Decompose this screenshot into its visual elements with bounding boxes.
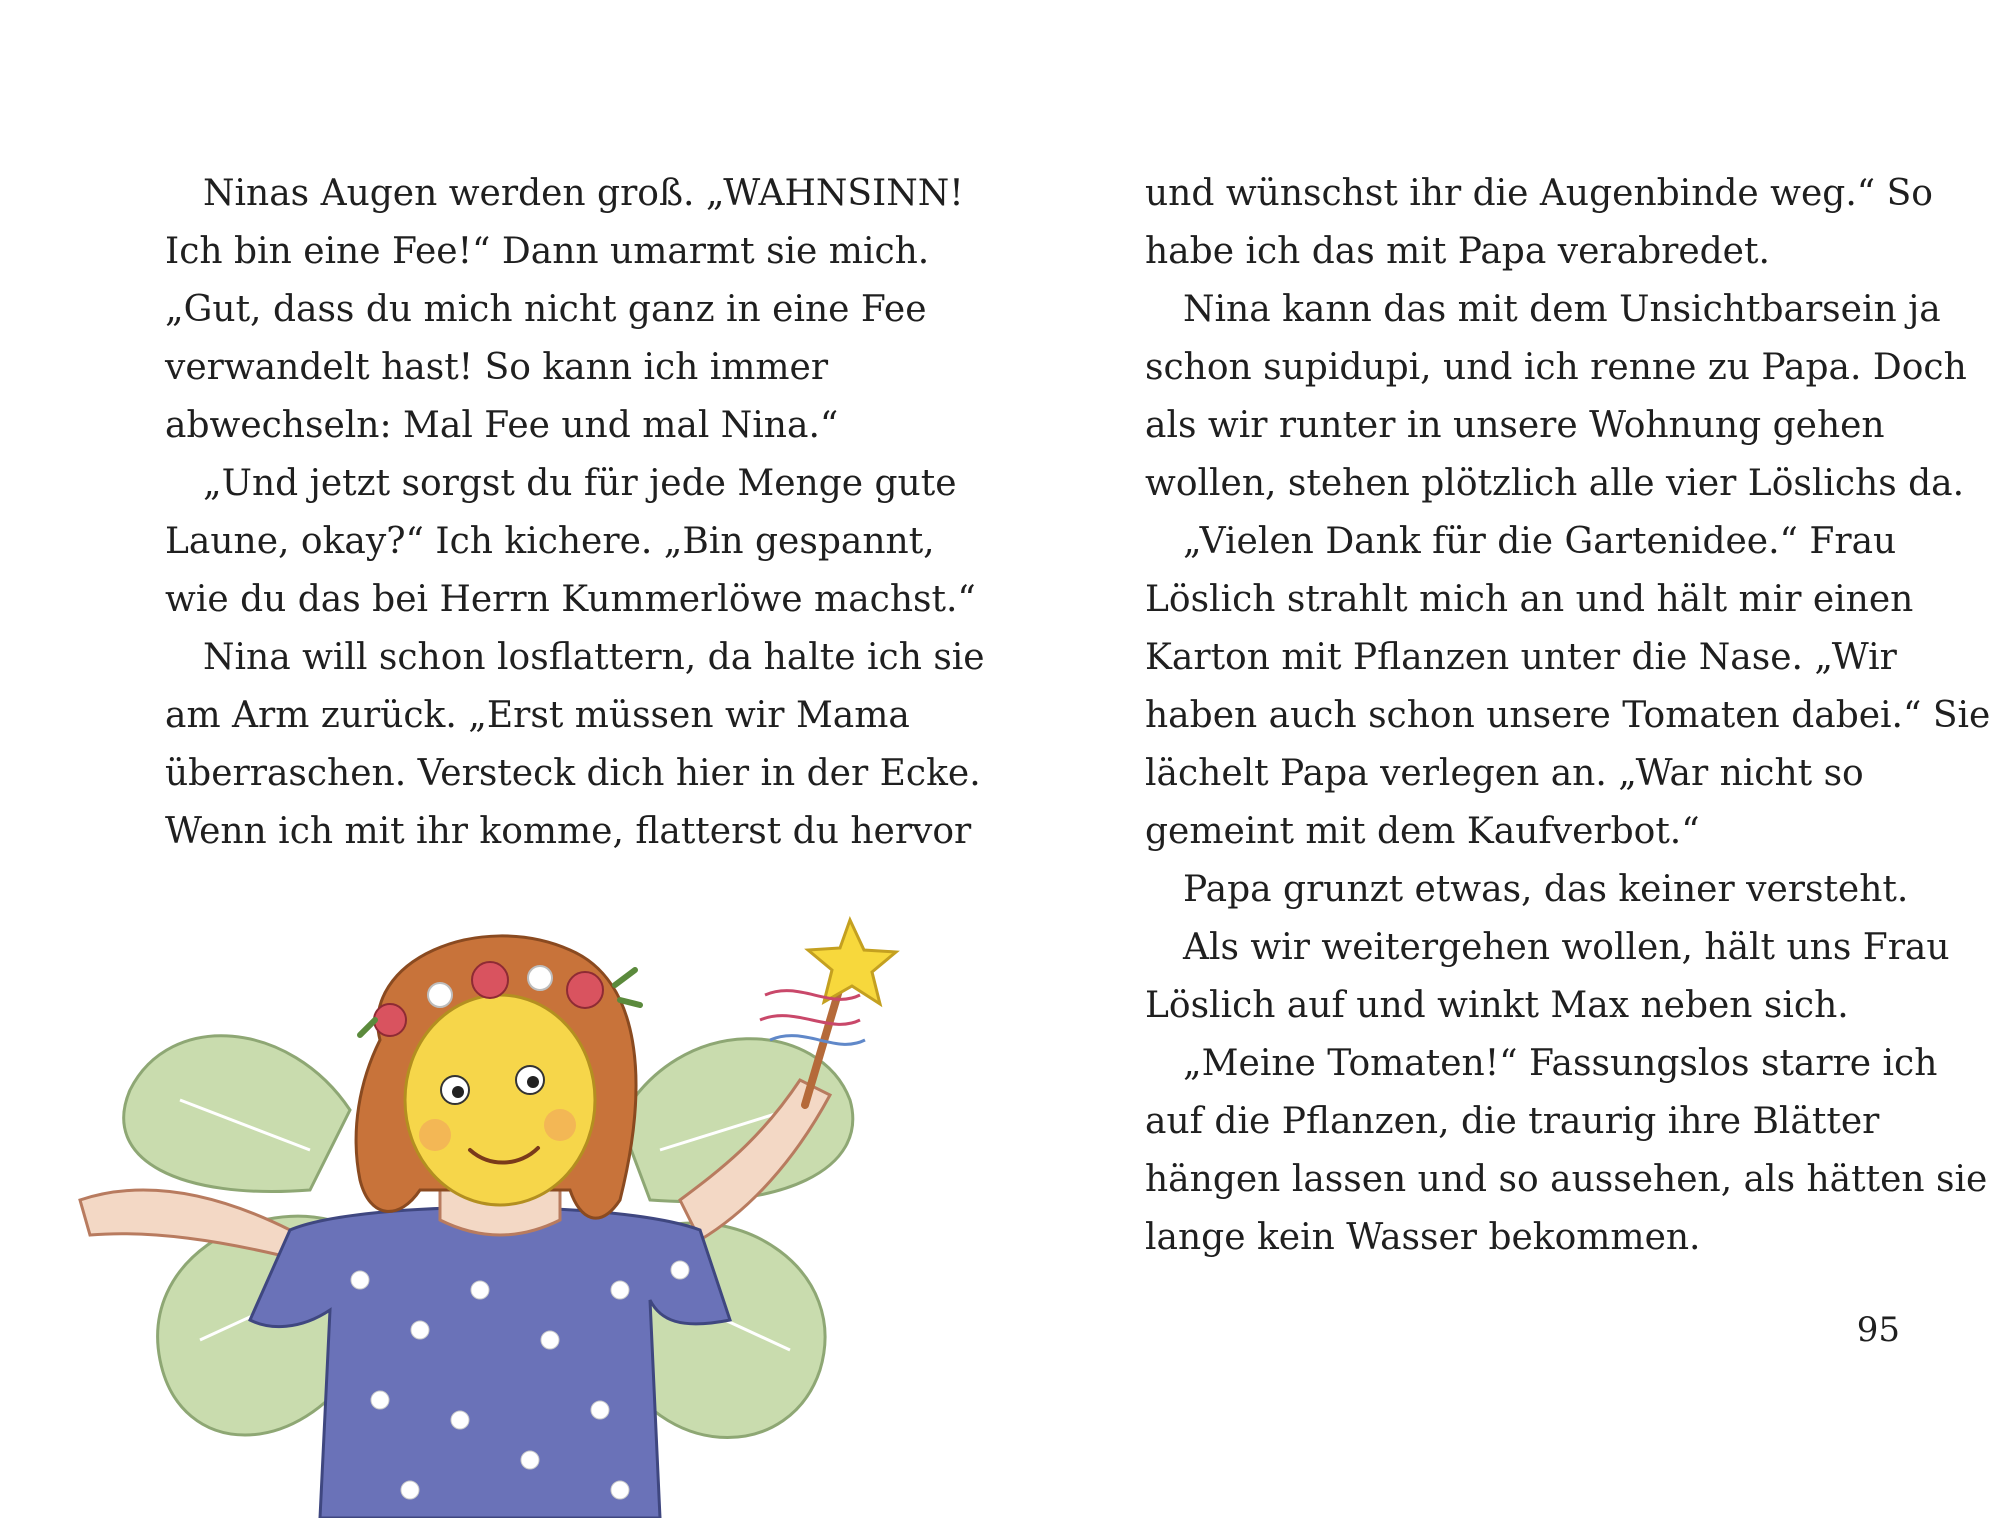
text-line: auf die Pflanzen, die traurig ihre Blätter	[1145, 1101, 1880, 1142]
text-line: lächelt Papa verlegen an. „War nicht so	[1145, 753, 1864, 794]
text-line: am Arm zurück. „Erst müssen wir Mama	[165, 695, 910, 736]
right-text-column	[1145, 165, 1991, 1267]
text-line: Nina will schon losflattern, da halte ich sie	[203, 637, 985, 678]
fairy-face	[405, 995, 595, 1205]
text-line: haben auch schon unsere Tomaten dabei.“ Sie	[1145, 695, 1991, 736]
text-line: Löslich strahlt mich an und hält mir einen	[1145, 579, 1914, 620]
text-line: hängen lassen und so aussehen, als hätten sie	[1145, 1159, 1988, 1200]
text-line: Nina kann das mit dem Unsichtbarsein ja	[1183, 289, 1941, 330]
text-line: Ich bin eine Fee!“ Dann umarmt sie mich.	[165, 231, 930, 272]
text-line: Papa grunzt etwas, das keiner versteht.	[1183, 869, 1909, 910]
text-line: Laune, okay?“ Ich kichere. „Bin gespannt,	[165, 521, 935, 562]
text-line: „Vielen Dank für die Gartenidee.“ Frau	[1183, 521, 1897, 562]
page-number: 95	[1856, 1310, 1900, 1350]
text-line: wie du das bei Herrn Kummerlöwe machst.“	[165, 579, 976, 620]
fairy-illustration	[60, 900, 940, 1518]
text-line: Wenn ich mit ihr komme, flatterst du hervor	[165, 811, 972, 852]
text-line: lange kein Wasser bekommen.	[1145, 1217, 1701, 1258]
text-line: „Gut, dass du mich nicht ganz in eine Fee	[165, 289, 927, 330]
text-line: überraschen. Versteck dich hier in der Ecke.	[165, 753, 981, 794]
text-line: schon supidupi, und ich renne zu Papa. Doch	[1145, 347, 1967, 388]
text-line: „Meine Tomaten!“ Fassungslos starre ich	[1183, 1043, 1938, 1084]
text-line: und wünschst ihr die Augenbinde weg.“ So	[1145, 173, 1933, 214]
text-line: habe ich das mit Papa verabredet.	[1145, 231, 1770, 272]
text-line: Löslich auf und winkt Max neben sich.	[1145, 985, 1849, 1026]
text-line: abwechseln: Mal Fee und mal Nina.“	[165, 405, 839, 446]
text-line: als wir runter in unsere Wohnung gehen	[1145, 405, 1885, 446]
text-line: „Und jetzt sorgst du für jede Menge gute	[203, 463, 957, 504]
text-line: Ninas Augen werden groß. „WAHNSINN!	[203, 173, 964, 214]
left-text-column	[165, 165, 985, 861]
right-page	[1000, 0, 2000, 1518]
text-line: verwandelt hast! So kann ich immer	[165, 347, 829, 388]
star-wand-icon	[808, 920, 896, 1004]
text-line: Karton mit Pflanzen unter die Nase. „Wir	[1145, 637, 1897, 678]
text-line: wollen, stehen plötzlich alle vier Löslichs da.	[1145, 463, 1965, 504]
text-line: Als wir weitergehen wollen, hält uns Frau	[1183, 927, 1950, 968]
text-line: gemeint mit dem Kaufverbot.“	[1145, 811, 1700, 852]
